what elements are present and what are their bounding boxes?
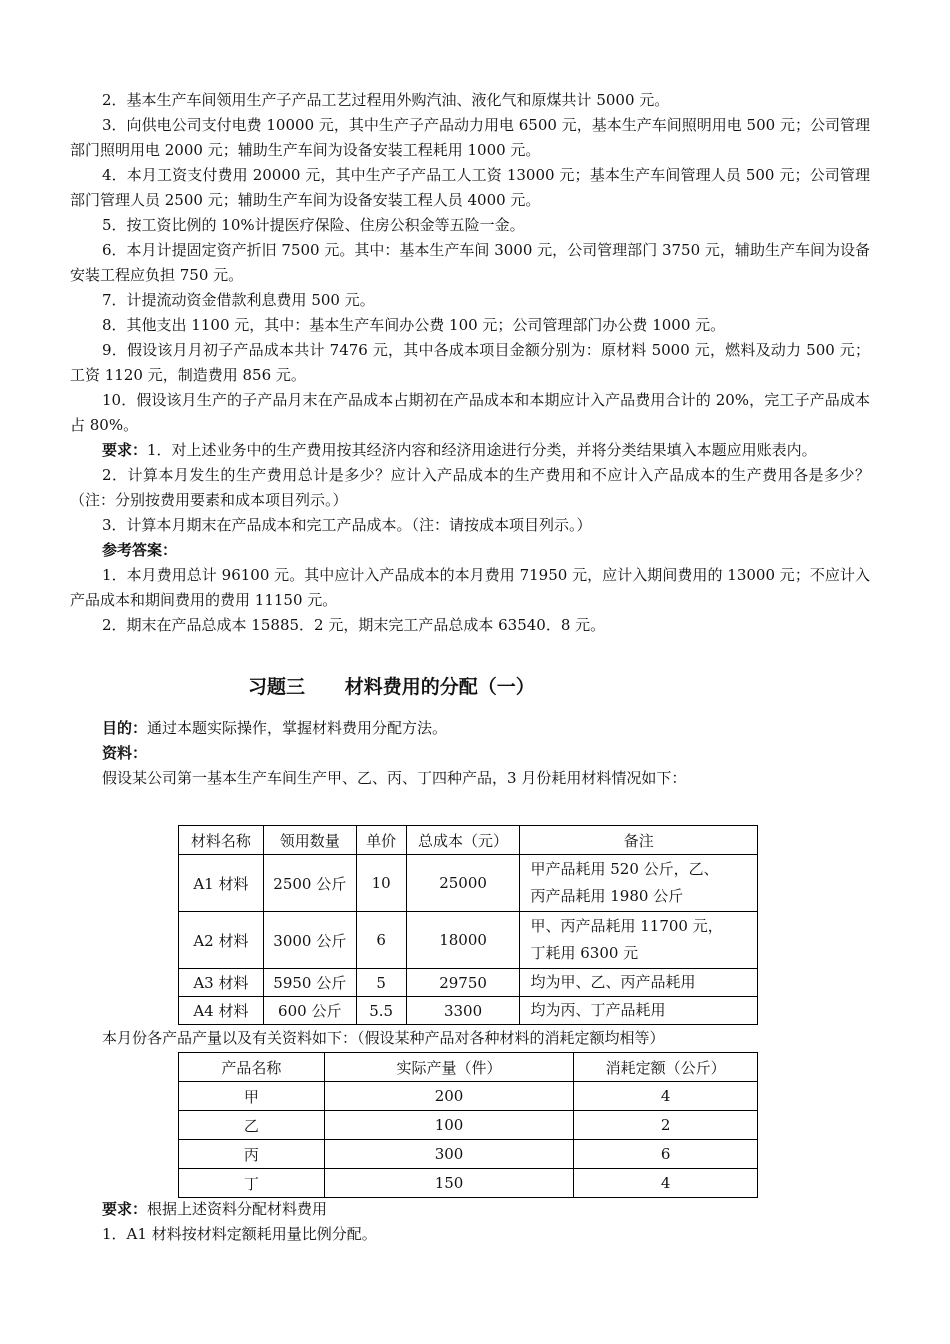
material-total: 25000 xyxy=(406,855,520,912)
requirements-label: 要求： xyxy=(102,441,148,459)
data-label: 资料： xyxy=(102,744,148,762)
materials-header-row xyxy=(179,826,758,855)
requirement-3: 3．计算本月期末在产品成本和完工产品成本。（注：请按成本项目列示。） xyxy=(102,516,592,534)
note-line: 丙产品耗用 1980 公斤 xyxy=(530,887,684,905)
table-row xyxy=(179,969,758,997)
material-price: 5.5 xyxy=(356,997,406,1025)
note-line: 甲、丙产品耗用 11700 元， xyxy=(530,917,723,935)
table-row xyxy=(179,855,758,912)
product-name: 乙 xyxy=(179,1111,325,1140)
exercise-three-title: 习题三 材料费用的分配（一） xyxy=(248,676,535,698)
note-line: 均为丙、丁产品耗用 xyxy=(530,1001,666,1019)
requirement-1-text: 1．对上述业务中的生产费用按其经济内容和经济用途进行分类，并将分类结果填入本题应用账表内。 xyxy=(147,441,817,459)
material-quantity: 5950 公斤 xyxy=(263,969,356,997)
business-item-4: 4．本月工资支付费用 20000 元，其中生产子产品工人工资 13000 元；基本生产车间管理人员 500 元；公司管理部门管理人员 2500 元；辅助生产车间为设备安装工程人员 4000 元。 xyxy=(70,166,870,209)
product-output: 300 xyxy=(324,1140,574,1169)
material-total: 29750 xyxy=(406,969,520,997)
business-item-8: 8．其他支出 1100 元，其中：基本生产车间办公费 100 元；公司管理部门办公费 1000 元。 xyxy=(102,316,726,334)
product-output: 100 xyxy=(324,1111,574,1140)
materials-table xyxy=(178,825,758,1025)
product-quota: 2 xyxy=(574,1111,758,1140)
material-total: 18000 xyxy=(406,912,520,969)
material-price: 10 xyxy=(356,855,406,912)
material-total: 3300 xyxy=(406,997,520,1025)
material-quantity: 2500 公斤 xyxy=(263,855,356,912)
header-total-cost: 总成本（元） xyxy=(406,826,520,855)
business-item-3: 3．向供电公司支付电费 10000 元，其中生产子产品动力用电 6500 元，基本生产车间照明用电 500 元；公司管理部门照明用电 2000 元；辅助生产车间为设备安装工程耗用 1000 元。 xyxy=(70,116,870,159)
header-unit-price: 单价 xyxy=(356,826,406,855)
material-note xyxy=(520,969,758,997)
table-row xyxy=(179,1082,758,1111)
business-item-10: 10．假设该月生产的子产品月末在产品成本占期初在产品成本和本期应计入产品费用合计的 20%，完工子产品成本占 80%。 xyxy=(70,391,870,434)
business-item-9: 9．假设该月月初子产品成本共计 7476 元，其中各成本项目金额分别为：原材料 5000 元，燃料及动力 500 元；工资 1120 元，制造费用 856 元。 xyxy=(70,341,870,384)
products-header-row xyxy=(179,1053,758,1082)
requirement-2: 2．计算本月发生的生产费用总计是多少？应计入产品成本的生产费用和不应计入产品成本的生产费用各是多少？（注：分别按费用要素和成本项目列示。） xyxy=(70,466,870,509)
final-requirement-line xyxy=(102,1197,870,1222)
purpose-line xyxy=(102,716,870,741)
material-name: A2 材料 xyxy=(179,912,264,969)
products-intro-block xyxy=(102,1026,870,1051)
note-line: 丁耗用 6300 元 xyxy=(530,944,639,962)
business-item-7: 7．计提流动资金借款利息费用 500 元。 xyxy=(102,291,375,309)
note-line: 均为甲、乙、丙产品耗用 xyxy=(530,973,696,991)
product-quota: 6 xyxy=(574,1140,758,1169)
final-item-1: 1．A1 材料按材料定额耗用量比例分配。 xyxy=(102,1225,377,1243)
header-output: 实际产量（件） xyxy=(324,1053,574,1082)
product-name: 丁 xyxy=(179,1169,325,1198)
material-quantity: 3000 公斤 xyxy=(263,912,356,969)
table-row xyxy=(179,1111,758,1140)
product-quota: 4 xyxy=(574,1082,758,1111)
answer-label: 参考答案： xyxy=(102,541,178,559)
material-name: A4 材料 xyxy=(179,997,264,1025)
final-req-label: 要求： xyxy=(102,1200,148,1218)
material-quantity: 600 公斤 xyxy=(263,997,356,1025)
business-item-5: 5．按工资比例的 10%计提医疗保险、住房公积金等五险一金。 xyxy=(102,216,525,234)
table-row xyxy=(179,1140,758,1169)
answer-1: 1．本月费用总计 96100 元。其中应计入产品成本的本月费用 71950 元，应计入期间费用的 13000 元；不应计入产品成本和期间费用的费用 11150 元。 xyxy=(70,566,870,609)
product-name: 丙 xyxy=(179,1140,325,1169)
products-intro: 本月份各产品产量以及有关资料如下：（假设某种产品对各种材料的消耗定额均相等） xyxy=(102,1029,665,1047)
exercise-three-intro xyxy=(102,716,870,791)
business-item-6: 6．本月计提固定资产折旧 7500 元。其中：基本生产车间 3000 元，公司管理部门 3750 元，辅助生产车间为设备安装工程应负担 750 元。 xyxy=(70,241,870,284)
material-note xyxy=(520,997,758,1025)
purpose-label: 目的： xyxy=(102,719,148,737)
header-quantity: 领用数量 xyxy=(263,826,356,855)
product-output: 200 xyxy=(324,1082,574,1111)
material-note xyxy=(520,912,758,969)
material-price: 5 xyxy=(356,969,406,997)
product-name: 甲 xyxy=(179,1082,325,1111)
header-note: 备注 xyxy=(520,826,758,855)
purpose-text: 通过本题实际操作，掌握材料费用分配方法。 xyxy=(147,719,448,737)
business-item-2: 2．基本生产车间领用生产子产品工艺过程用外购汽油、液化气和原煤共计 5000 元。 xyxy=(102,91,670,109)
material-name: A1 材料 xyxy=(179,855,264,912)
material-price: 6 xyxy=(356,912,406,969)
answer-2: 2．期末在产品总成本 15885．2 元，期末完工产品总成本 63540．8 元。 xyxy=(102,616,606,634)
product-quota: 4 xyxy=(574,1169,758,1198)
header-material-name: 材料名称 xyxy=(179,826,264,855)
requirement-1 xyxy=(70,438,870,463)
exercise-two-body xyxy=(70,88,870,638)
header-product-name: 产品名称 xyxy=(179,1053,325,1082)
table-row xyxy=(179,1169,758,1198)
header-quota: 消耗定额（公斤） xyxy=(574,1053,758,1082)
product-output: 150 xyxy=(324,1169,574,1198)
final-req-text: 根据上述资料分配材料费用 xyxy=(147,1200,328,1218)
final-requirements xyxy=(102,1197,870,1247)
data-text: 假设某公司第一基本生产车间生产甲、乙、丙、丁四种产品，3 月份耗用材料情况如下： xyxy=(102,769,687,787)
material-note xyxy=(520,855,758,912)
material-name: A3 材料 xyxy=(179,969,264,997)
note-line: 甲产品耗用 520 公斤，乙、 xyxy=(530,860,719,878)
table-row xyxy=(179,912,758,969)
table-row xyxy=(179,997,758,1025)
products-table xyxy=(178,1052,758,1198)
